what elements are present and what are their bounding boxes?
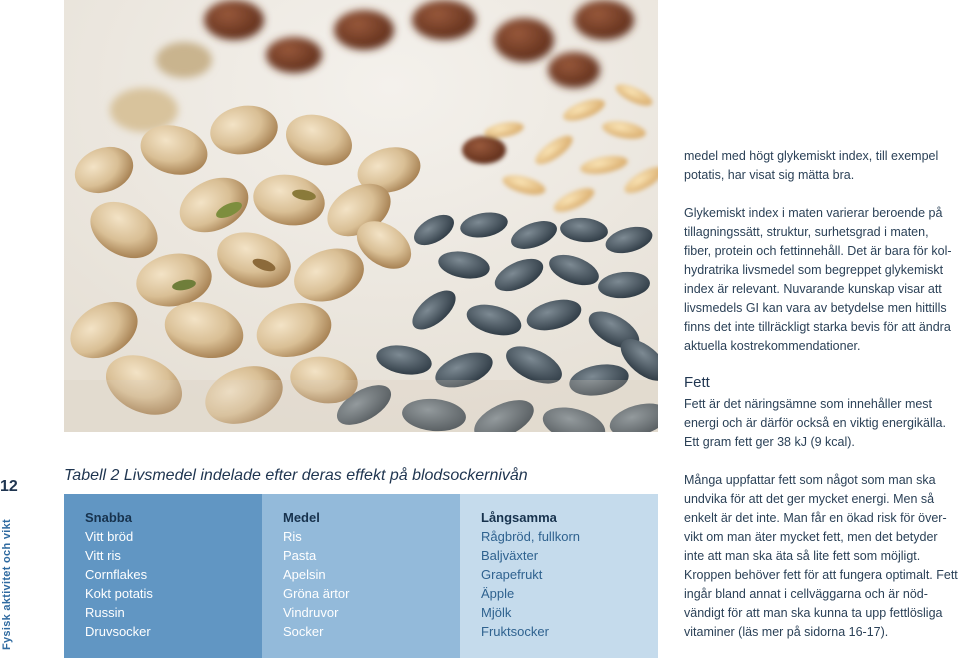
list-item: Fruktsocker	[481, 624, 549, 639]
list-item: Baljväxter	[481, 548, 539, 563]
running-title: Fysisk aktivitet och vikt	[1, 519, 13, 650]
table-caption: Tabell 2 Livsmedel indelade efter deras effekt på blodsockernivån	[64, 467, 528, 484]
column-heading: Långsamma	[481, 510, 557, 525]
list-item: Socker	[283, 624, 324, 639]
list-item: Vindruvor	[283, 605, 339, 620]
section-heading-fett: Fett	[684, 374, 710, 391]
list-item: Cornflakes	[85, 567, 148, 582]
list-item: Vitt bröd	[85, 529, 134, 544]
list-item: Mjölk	[481, 605, 512, 620]
column-heading: Medel	[283, 510, 320, 525]
list-item: Apelsin	[283, 567, 326, 582]
nuts-and-seeds-photo	[64, 0, 658, 432]
glycemic-food-table	[64, 494, 658, 658]
column-items	[481, 527, 658, 641]
table-column-fast	[64, 494, 262, 658]
list-item: Rågbröd, fullkorn	[481, 529, 580, 544]
column-items	[85, 527, 262, 641]
body-text-column	[684, 147, 958, 642]
column-heading: Snabba	[85, 510, 132, 525]
paragraph-intro: medel med högt glykemiskt index, till exempel potatis, har visat sig mätta bra.	[684, 149, 939, 182]
list-item: Pasta	[283, 548, 317, 563]
table-column-medium	[262, 494, 460, 658]
paragraph-fett-myths: Många uppfattar fett som något som man ska undvika för att det ger mycket energi. Men så enkelt är det inte. Man får en ökad risk för övervikt om man äter mycket fett, men det betyder inte att man ska äta så lite fett som möjligt. Kroppen behöver fett för att fungera optimalt. Fett ingår bland annat i cellväggarna och är nödvändigt för att man ska kunna ta upp fettlösliga vitaminer (läs mer på sidorna 16-17).	[684, 473, 958, 639]
paragraph-glycemic-index: Glykemiskt index i maten varierar beroende på tillagningssätt, struktur, surhetsgrad i maten, fiber, protein och fettinnehåll. Det är bara för kolhydratrika livsmedel som begreppet glykemiskt index är relevant. Nuvarande kunskap visar att livsmedels GI kan vara av betydelse men hittills finns det inte tillräckligt starka bevis för att ändra aktuella kostrekommendationer.	[684, 206, 952, 353]
list-item: Ris	[283, 529, 302, 544]
list-item: Äpple	[481, 586, 515, 601]
column-items	[283, 527, 460, 641]
list-item: Vitt ris	[85, 548, 121, 563]
list-item: Gröna ärtor	[283, 586, 350, 601]
paragraph-fett-energy: Fett är det näringsämne som innehåller mest energi och är därför också en viktig energikälla. Ett gram fett ger 38 kJ (9 kcal).	[684, 397, 946, 449]
page-number: 12	[0, 478, 18, 495]
list-item: Grapefrukt	[481, 567, 543, 582]
list-item: Russin	[85, 605, 125, 620]
list-item: Kokt potatis	[85, 586, 153, 601]
list-item: Druvsocker	[85, 624, 151, 639]
table-column-slow	[460, 494, 658, 658]
